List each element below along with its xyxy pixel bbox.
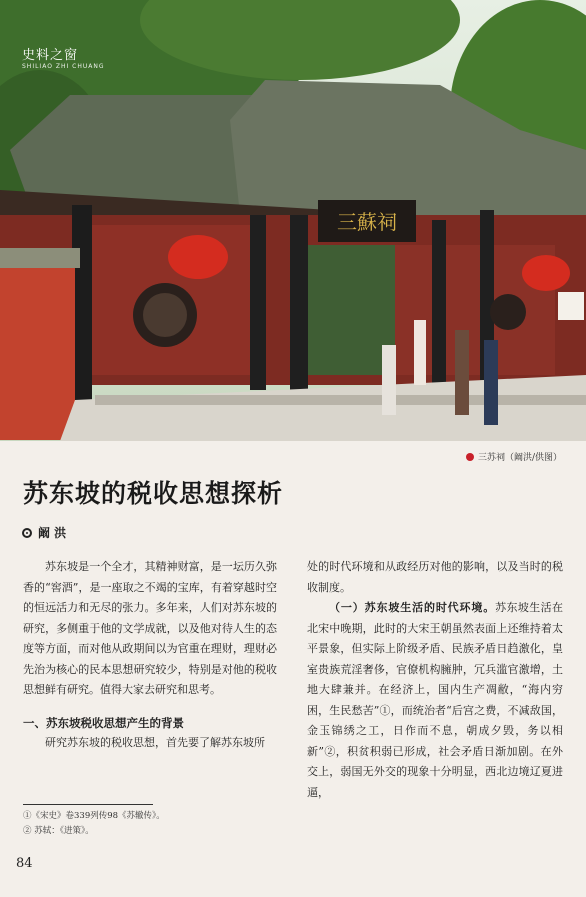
- section-heading: 一、苏东坡税收思想产生的背景: [23, 715, 184, 730]
- caption-text: 三苏祠（阚洪/供图）: [477, 453, 562, 463]
- footnote: ①《宋史》卷339列传98《苏辙传》。: [23, 811, 165, 821]
- article-title: 苏东坡的税收思想探析: [23, 479, 284, 508]
- plaque-text: 三蘇祠: [337, 210, 397, 234]
- author-line: [22, 524, 66, 541]
- column-label: [22, 44, 104, 70]
- temple-photo: [0, 0, 586, 441]
- text-column-right: [307, 557, 563, 803]
- paragraph: 研究苏东坡的税收思想，首先要了解苏东坡所: [45, 736, 265, 749]
- subsection-heading: （一）苏东坡生活的时代环境。: [329, 601, 496, 614]
- page-number: 84: [16, 856, 33, 871]
- caption-dot-icon: [466, 453, 474, 461]
- paragraph: [307, 598, 563, 803]
- paragraph-body: 苏东坡生活在北宋中晚期，此时的大宋王朝虽然表面上还维持着太平景象，但实际上阶级矛盾、民族矛盾日趋激化，皇室贵族荒淫奢侈，官僚机构臃肿，冗兵滥官激增，土地大肆兼并。在经济上，国内生产凋敝，“海内穷困，生民愁苦”①，而统治者“后宫之费，不减敌国，金玉锦绣之工，日作而不息，朝成夕毁，务以相新”②，积贫积弱已形成，社会矛盾日渐加剧。在外交上，弱国无外交的现象十分明显，西北边境辽夏进逼，: [307, 601, 564, 799]
- author-name: 阚 洪: [38, 526, 67, 540]
- author-bullet-icon: [22, 528, 32, 538]
- text-column-left: [23, 557, 277, 754]
- column-label-zh: 史料之窗: [22, 48, 79, 63]
- paragraph: 处的时代环境和从政经历对他的影响，以及当时的税收制度。: [307, 560, 563, 594]
- footnote-divider: [23, 804, 153, 805]
- column-label-en: SHILIAO ZHI CHUANG: [22, 63, 105, 70]
- paragraph: 苏东坡是一个全才，其精神财富，是一坛历久弥香的“窖酒”，是一座取之不竭的宝库，有着穿越时空的恒远活力和无尽的张力。多年来，人们对苏东坡的研究，多侧重于他的文学成就，以及他对待人生的态度等方面，而对他从政期间以为官重在理财，理财必先治为核心的民本思想研究较少，特别是对他的税收思想鲜有研究。值得大家去研究和思考。: [23, 560, 277, 696]
- footnote: ② 苏轼：《进策》。: [23, 826, 94, 836]
- footnotes: [23, 809, 165, 839]
- photo-caption: [466, 450, 562, 463]
